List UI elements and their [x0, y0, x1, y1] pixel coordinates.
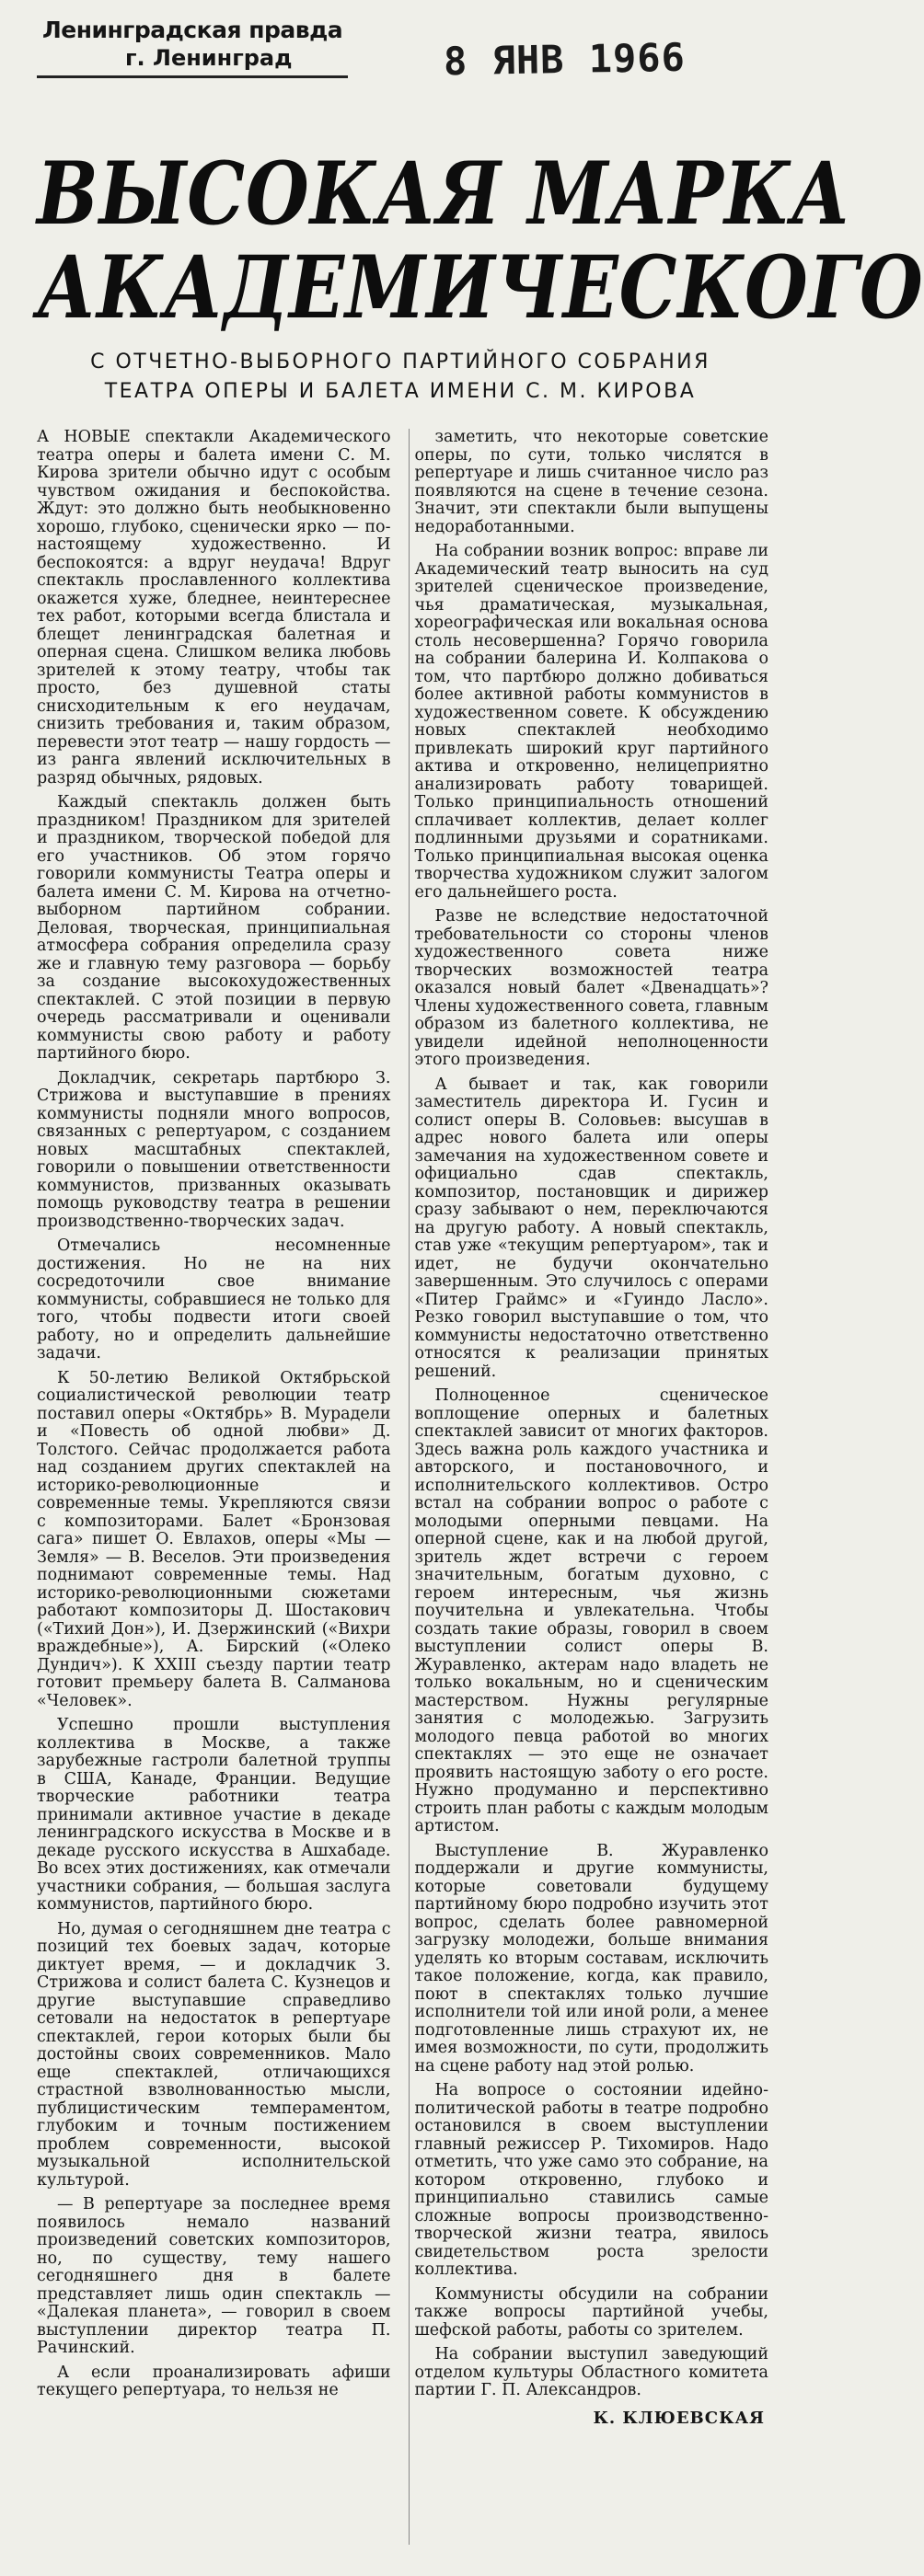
article-paragraph: Успешно прошли выступления коллектива в Москве, а также зарубежные гастроли балетной труппы в США, Канаде, Франции. Ведущие творческие работники театра принимали активное участие в декаде ленинградского искусства в Москве и в декаде русского искусства в Ашхабаде. Во всех этих достижениях, как отмечали участники собрания, — большая заслуга коммунистов, партийного бюро. — [37, 1716, 391, 1914]
article-paragraph: А если проанализировать афиши текущего репертуара, то нельзя не — [37, 2363, 391, 2399]
text-column-right — [415, 429, 769, 2554]
author-signature: К. КЛЮЕВСКАЯ — [593, 2408, 765, 2428]
article-paragraph: Разве не вследствие недостаточной требовательности со стороны членов художественного совета ниже творческих возможностей театра оказался новый балет «Двенадцать»? Члены художественного совета, главным образом из балетного коллектива, не увидели идейной неполноценности этого произведения. — [414, 907, 768, 1069]
article-paragraph: А бывает и так, как говорили заместитель директора И. Гусин и солист оперы В. Соловьев: высушав в адрес нового балета или оперы замечания на художественном совете и официально сдав спектакль, композитор, постановщик и дирижер сразу забывают о нем, переключаются на другую работу. А новый спектакль, став уже «текущим репертуаром», так и идет, не будучи окончательно завершенным. Это случилось с операми «Питер Граймс» и «Гуиндо Ласло». Резко говорил выступавшие о том, что коммунисты недостаточно ответственно относятся к реализации принятых решений. — [414, 1075, 768, 1381]
article-paragraph: А НОВЫЕ спектакли Академического театра оперы и балета имени С. М. Кирова зрители обычно идут с особым чувством ожидания и беспокойства. Ждут: это должно быть необыкновенно хорошо, глубоко, сценически ярко — по-настоящему художественно. И беспокоятся: а вдруг неудача! Вдруг спектакль прославленного коллектива окажется хуже, бледнее, неинтереснее тех работ, которыми всегда блистала и блещет ленинградская балетная и оперная сцена. Слишком велика любовь зрителей к этому театру, чтобы так просто, без душевной статы снисходительным к его неудачам, снизить требования и, таким образом, перевести этот театр — нашу гордость — из ранга явлений исключительных в разряд обычных, рядовых. — [37, 428, 391, 788]
headline-line-2: АКАДЕМИЧЕСКОГО — [37, 237, 924, 339]
article-paragraph: — В репертуаре за последнее время появилось немало названий произведений советских композиторов, но, по существу, тему нашего сегодняшнего дня в балете представляет лишь один спектакль — «Далекая планета», — говорил в своем выступлении директор театра П. Рачинский. — [37, 2195, 391, 2357]
article-paragraph: Докладчик, секретарь партбюро З. Стрижова и выступавшие в прениях коммунисты подняли много вопросов, связанных с репертуаром, с созданием новых масштабных спектаклей, говорили о повышении ответственности коммунистов, призванных оказывать помощь руководству театра в решении производственно-творческих задач. — [37, 1068, 391, 1231]
article-paragraph: Коммунисты обсудили на собрании также вопросы партийной учебы, шефской работы, работы со зрителем. — [414, 2284, 768, 2340]
article-paragraph: Отмечались несомненные достижения. Но не на них сосредоточили свое внимание коммунисты, собравшиеся не только для того, чтобы подвести итоги своей работу, но и определить дальнейшие задачи. — [37, 1236, 391, 1363]
article-paragraph: Полноценное сценическое воплощение оперных и балетных спектаклей зависит от многих факторов. Здесь важна роль каждого участника и авторского, и постановочного, и исполнительского коллективов. Остро встал на собрании вопрос о работе с молодыми оперными певцами. На оперной сцене, как и на любой другой, зритель ждет встречи с героем значительным, богатым духовно, с героем интересным, чья жизнь поучительна и увлекательна. Чтобы создать такие образы, говорил в своем выступлении солист оперы В. Журавленко, актерам надо владеть не только вокальным, но и сценическим мастерством. Нужны регулярные занятия с молодежью. Загрузить молодого певца работой во многих спектаклях — это еще не означает проявить настоящую заботу о его росте. Нужно продуманно и перспективно строить план работы с каждым молодым артистом. — [414, 1386, 768, 1835]
article-paragraph: На собрании выступил заведующий отделом культуры Областного комитета партии Г. П. Александров. — [414, 2345, 768, 2399]
article-headline — [37, 144, 924, 339]
article-paragraph: Каждый спектакль должен быть праздником! Праздником для зрителей и праздником, творческой победой для его участников. Об этом горячо говорили коммунисты Театра оперы и балета имени С. М. Кирова на отчетно-выборном партийном собрании. Деловая, творческая, принципиальная атмосфера собрания определила сразу же и главную тему разговора — борьбу за создание высокохудожественных спектаклей. С этой позиции в первую очередь рассматривали и оценивали коммунисты свою работу и работу партийного бюро. — [37, 793, 391, 1063]
city-name: г. Ленинград — [125, 45, 293, 71]
clipping-header — [37, 17, 764, 109]
article-paragraph: К 50-летию Великой Октябрьской социалистической революции театр поставил оперы «Октябрь» В. Мурадели и «Повесть об одной любви» Д. Толстого. Сейчас продолжается работа над созданием других спектаклей на историко-революционные и современные темы. Укрепляются связи с композиторами. Балет «Бронзовая сага» пишет О. Евлахов, оперы «Мы — Земля» — В. Веселов. Эти произведения поднимают современные темы. Над историко-революционными сюжетами работают композиторы Д. Шостакович («Тихий Дон»), И. Дзержинский («Вихри враждебные»), А. Бирский («Олеко Дундич»). К XXIII съезду партии театр готовит премьеру балета В. Салманова «Человек». — [37, 1368, 391, 1710]
subtitle-line-2: ТЕАТРА ОПЕРЫ И БАЛЕТА ИМЕНИ С. М. КИРОВА — [104, 380, 697, 403]
date-stamp: 8 ЯНВ 1966 — [443, 34, 687, 85]
text-column-left — [37, 429, 391, 2554]
headline-line-1: ВЫСОКАЯ МАРКА — [37, 144, 851, 245]
article-paragraph: Выступление В. Журавленко поддержали и другие коммунисты, которые советовали будущему партийному бюро подробно изучить этот вопрос, сделать более равномерной загрузку молодежи, больше внимания уделять ко вторым составам, исключить такое положение, когда, как правило, поют в спектаклях только лучшие исполнители той или иной роли, а менее подготовленные лишь страхуют их, не имея возможности, по сути, продолжить на сцене работу над этой ролью. — [414, 1841, 768, 2076]
newspaper-name: Ленинградская правда — [42, 17, 343, 43]
article-subtitle — [37, 348, 764, 407]
article-paragraph: заметить, что некоторые советские оперы, по сути, только числятся в репертуаре и лишь считанное число раз появляются на сцене в течение сезона. Значит, эти спектакли были выпущены недоработанными. — [414, 428, 768, 536]
article-paragraph: На вопросе о состоянии идейно-политической работы в театре подробно остановился в своем выступлении главный режиссер Р. Тихомиров. Надо отметить, что уже само это собрание, на котором откровенно, глубоко и принципиально ставились самые сложные вопросы производственно-творческой жизни театра, явилось свидетельством роста зрелости коллектива. — [414, 2081, 768, 2279]
article-paragraph: На собрании возник вопрос: вправе ли Академический театр выносить на суд зрителей сценическое произведение, чья драматическая, музыкальная, хореографическая или вокальная основа столь несовершенна? Горячо говорила на собрании балерина И. Колпакова о том, что партбюро должно добиваться более активной работы коммунистов в художественном совете. К обсуждению новых спектаклей необходимо привлекать широкий круг партийного актива и откровенно, нелицеприятно анализировать работу товарищей. Только принципиальность отношений сплачивает коллектив, делает коллег подлинными друзьями и соратниками. Только принципиальная высокая оценка творчества художником служит залогом его дальнейшего роста. — [414, 542, 768, 902]
subtitle-line-1: С ОТЧЕТНО-ВЫБОРНОГО ПАРТИЙНОГО СОБРАНИЯ — [90, 351, 710, 374]
article-paragraph: Но, думая о сегодняшнем дне театра с позиций тех боевых задач, которые диктует время, — и докладчик З. Стрижова и солист балета С. Кузнецов и другие выступавшие справедливо сетовали на недостаток в репертуаре спектаклей, герои которых были бы достойны своих современников. Мало еще спектаклей, отличающихся страстной взволнованностью мысли, публицистическим темпераментом, глубоким и точным постижением проблем современности, высокой музыкальной исполнительской культурой. — [37, 1919, 391, 2190]
source-stamp — [37, 17, 348, 78]
article-body — [37, 429, 768, 2554]
